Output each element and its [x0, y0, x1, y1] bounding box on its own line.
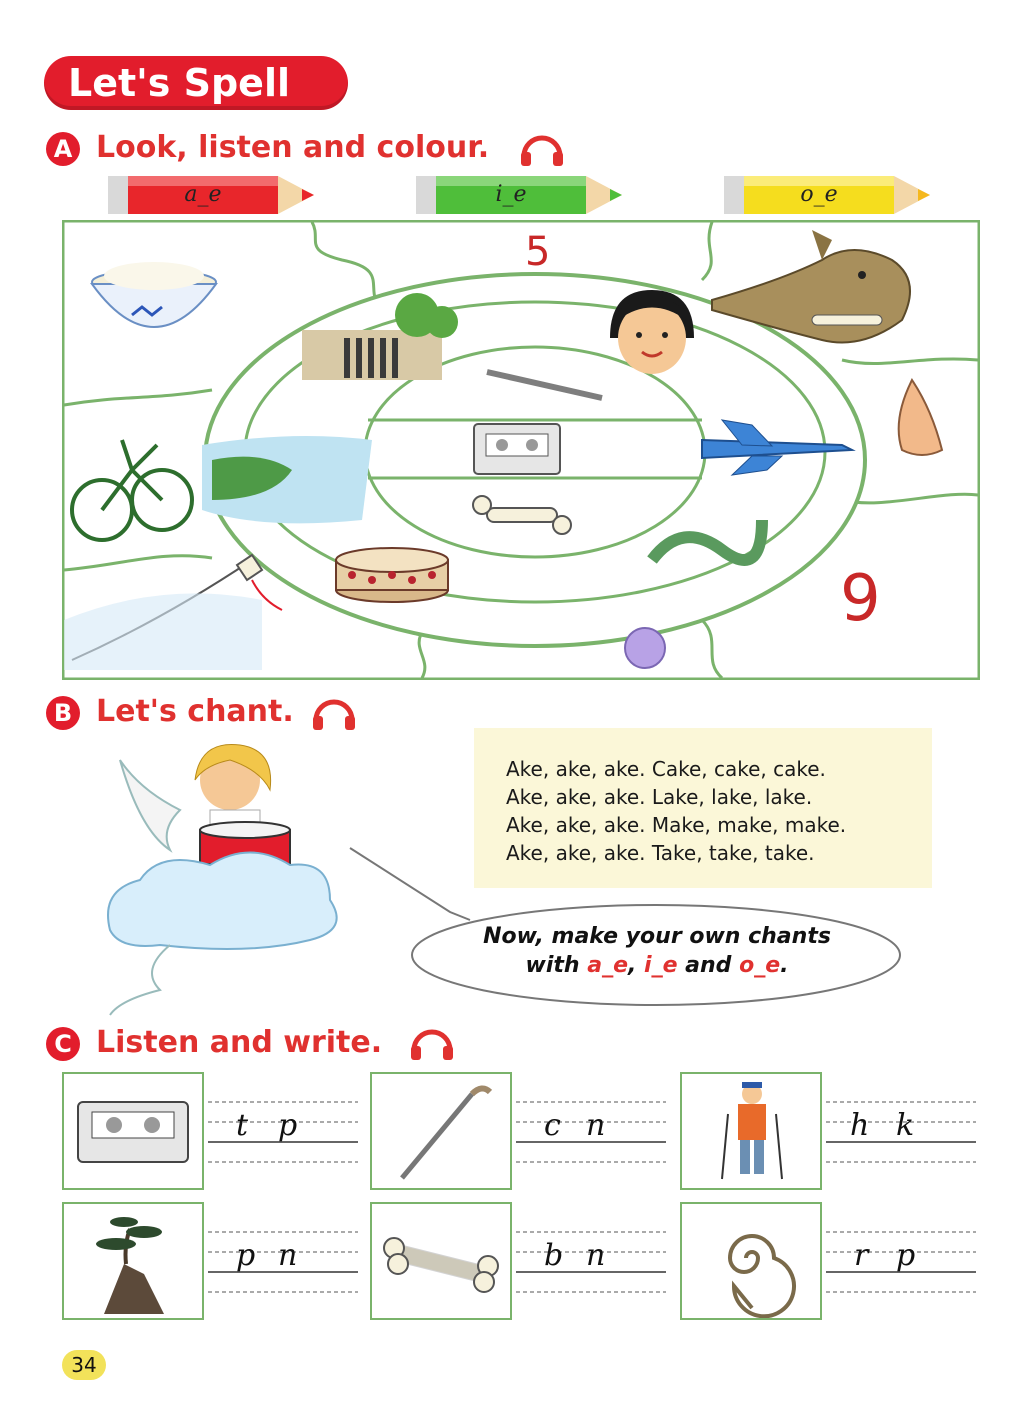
letter: t — [236, 1108, 249, 1143]
write-answer-5[interactable] — [516, 1226, 666, 1306]
letter: b — [544, 1238, 564, 1273]
number-9: 9 — [840, 562, 881, 636]
cassette-tape-icon — [64, 1074, 202, 1188]
bubble-sep: , — [628, 953, 645, 978]
headphones-icon[interactable] — [518, 128, 566, 168]
section-b-title: Let's chant. — [96, 694, 294, 729]
bubble-line-2 — [430, 951, 884, 980]
letter: p — [896, 1238, 916, 1273]
page-number: 34 — [62, 1350, 106, 1380]
cassette-tape-icon — [474, 424, 560, 474]
picture-box — [370, 1202, 512, 1320]
letter: n — [586, 1238, 606, 1273]
picture-box — [370, 1072, 512, 1190]
section-a-title: Look, listen and colour. — [96, 130, 490, 165]
pencil-ie — [416, 174, 630, 216]
pencil-ae — [108, 174, 322, 216]
picture-box — [62, 1072, 204, 1190]
page-title: Let's Spell — [67, 61, 291, 105]
letter: n — [278, 1238, 298, 1273]
picture-box — [62, 1202, 204, 1320]
section-c-title: Listen and write. — [96, 1025, 383, 1060]
angel-drummer-icon — [100, 730, 360, 1020]
bubble-end: . — [780, 953, 789, 978]
bone-icon — [372, 1204, 510, 1318]
letter: p — [236, 1238, 256, 1273]
section-c-badge: C — [46, 1027, 80, 1061]
picture-box — [680, 1072, 822, 1190]
picture-box — [680, 1202, 822, 1320]
letter: k — [896, 1108, 915, 1143]
bubble-and: and — [677, 953, 740, 978]
letter: r — [854, 1238, 869, 1273]
write-answer-6[interactable] — [826, 1226, 976, 1306]
rope-icon — [682, 1204, 820, 1318]
bubble-ae: a_e — [587, 953, 628, 978]
chant-line: Ake, ake, ake. Cake, cake, cake. — [506, 757, 826, 781]
bubble-ie: i_e — [644, 953, 678, 978]
letter: h — [850, 1108, 870, 1143]
chant-line: Ake, ake, ake. Lake, lake, lake. — [506, 785, 813, 809]
pencil-oe — [724, 174, 938, 216]
write-answer-3[interactable] — [826, 1096, 976, 1176]
letter: c — [544, 1108, 561, 1143]
bubble-text — [430, 922, 884, 980]
section-a-badge: A — [46, 132, 80, 166]
section-b-badge: B — [46, 696, 80, 730]
write-answer-1[interactable] — [208, 1096, 358, 1176]
walking-cane-icon — [372, 1074, 510, 1188]
headphones-icon[interactable] — [408, 1022, 456, 1062]
cake-icon — [336, 548, 448, 602]
write-answer-4[interactable] — [208, 1226, 358, 1306]
pencil-oe-label: o_e — [800, 182, 838, 207]
colouring-puzzle[interactable] — [62, 220, 980, 680]
write-answer-2[interactable] — [516, 1096, 666, 1176]
pencil-ie-label: i_e — [495, 182, 527, 207]
lake-icon — [202, 436, 372, 523]
pine-tree-icon — [64, 1204, 202, 1318]
bubble-line-1: Now, make your own chants — [483, 924, 831, 949]
letter: p — [278, 1108, 298, 1143]
bubble-with: with — [525, 953, 588, 978]
headphones-icon[interactable] — [310, 692, 358, 732]
hiker-icon — [682, 1074, 820, 1188]
bubble-oe: o_e — [739, 953, 781, 978]
clock-icon — [625, 628, 665, 668]
pencil-ae-label: a_e — [184, 182, 222, 207]
chant-line: Ake, ake, ake. Make, make, make. — [506, 813, 847, 837]
letter: n — [586, 1108, 606, 1143]
number-5: 5 — [525, 229, 551, 275]
chant-line: Ake, ake, ake. Take, take, take. — [506, 841, 815, 865]
